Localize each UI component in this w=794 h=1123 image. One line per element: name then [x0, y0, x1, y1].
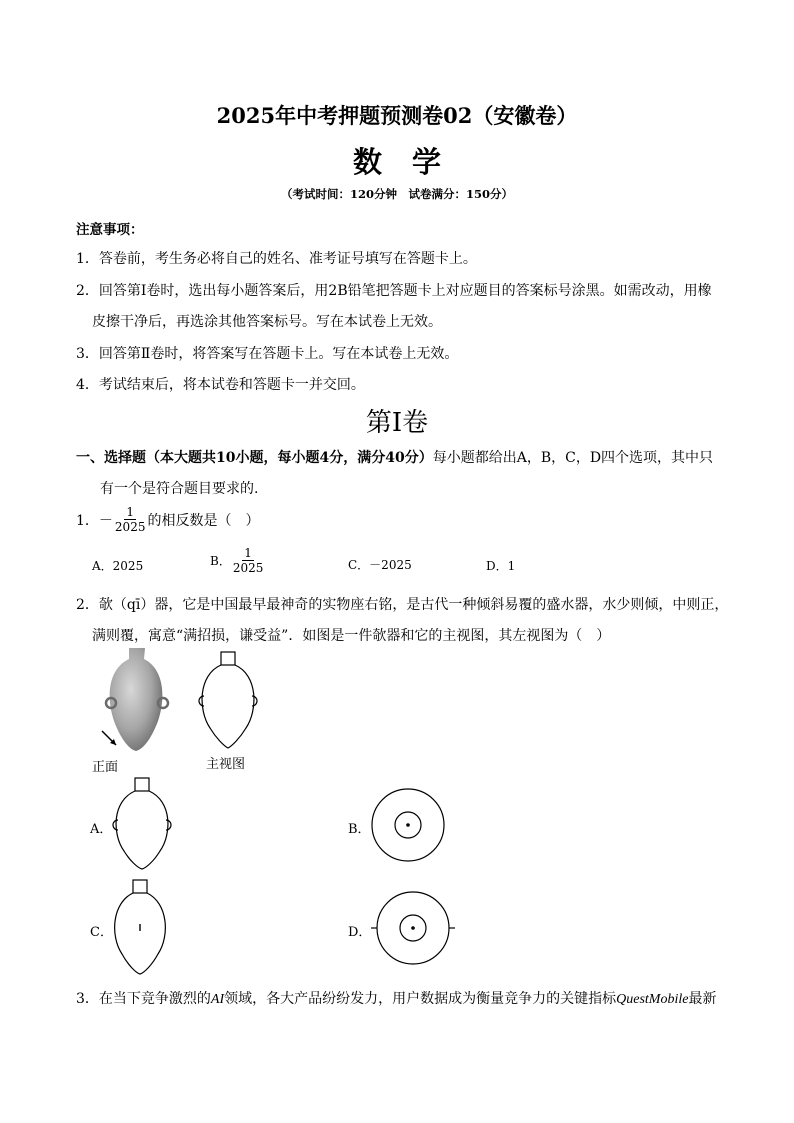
note-item: 2．回答第Ⅰ卷时，选出每小题答案后，用2B铅笔把答题卡上对应题目的答案标号涂黑。如需改动，用橡 — [76, 283, 712, 299]
q1-sign: － — [98, 512, 113, 529]
q3-brand: QuestMobile — [616, 992, 689, 1007]
q1-fraction — [115, 505, 146, 534]
note-item: 皮擦干净后，再选涂其他答案标号。写在本试卷上无效。 — [92, 314, 442, 330]
q2-option-c-label: C． — [90, 925, 113, 940]
q2-option-d-label: D． — [348, 925, 372, 940]
q1-text: 的相反数是（ ） — [147, 512, 260, 529]
note-item: 3．回答第Ⅱ卷时，将答案写在答题卡上。写在本试卷上无效。 — [76, 346, 459, 362]
q1-option-b-fraction — [233, 546, 264, 575]
q1-option-b-label: B． — [210, 554, 231, 568]
q1-option-b-denominator: 2025 — [232, 561, 264, 575]
section-heading — [76, 447, 713, 467]
q2-option-b-drawing — [368, 788, 448, 868]
part-title: 第Ⅰ卷 — [365, 408, 429, 438]
vessel-photo-label: 正面 — [92, 760, 119, 775]
q1-option-c: C．－2025 — [348, 558, 412, 572]
main-view-label: 主视图 — [206, 757, 246, 772]
q1-number: 1． — [76, 512, 99, 529]
q2-line2: 满则覆，寓意“满招损，谦受益”．如图是一件欹器和它的主视图，其左视图为（ ） — [92, 628, 611, 644]
q1-option-b-numerator: 1 — [244, 546, 252, 560]
note-item: 1．答卷前，考生务必将自己的姓名、准考证号填写在答题卡上。 — [76, 251, 477, 267]
q1-fraction-denominator: 2025 — [114, 520, 146, 534]
q3-ai: AI — [210, 992, 225, 1007]
question-1 — [76, 505, 259, 534]
q2-line1: 2．欹（qī）器，它是中国最早最神奇的实物座右铭，是古代一种倾斜易覆的盛水器，水少则倾，中则正， — [76, 597, 729, 613]
q1-option-a: A．2025 — [92, 559, 144, 573]
q3-part3: 最新 — [688, 991, 717, 1007]
notes-heading: 注意事项： — [76, 222, 144, 238]
q3-part2: 领域，各大产品纷纷发力，用户数据成为衡量竞争力的关键指标 — [224, 991, 617, 1007]
exam-title: 2025年中考押题预测卷02（安徽卷） — [216, 103, 578, 128]
question-3 — [76, 988, 716, 1008]
q2-option-b-label: B． — [348, 822, 371, 837]
section-rest: 每小题都给出A，B，C，D四个选项，其中只 — [432, 450, 714, 466]
q2-option-d-drawing — [368, 890, 458, 970]
vessel-photo — [92, 645, 182, 755]
q2-option-c-drawing — [108, 878, 178, 978]
q2-option-a-label: A． — [90, 822, 113, 837]
section-label: 一、选择题（本大题共10小题，每小题4分，满分40分） — [76, 450, 433, 466]
main-view-drawing — [196, 650, 266, 750]
note-item: 4．考试结束后，将本试卷和答题卡一并交回。 — [76, 377, 365, 393]
exam-time-info: （考试时间：120分钟 试卷满分：150分） — [280, 187, 513, 201]
section-line2: 有一个是符合题目要求的. — [100, 481, 259, 497]
q1-option-d: D．1 — [486, 559, 516, 573]
q3-part1: 3．在当下竞争激烈的 — [76, 991, 211, 1007]
q1-option-b — [210, 546, 265, 575]
q2-option-a-drawing — [110, 776, 180, 871]
subject-title: 数学 — [352, 145, 471, 179]
q1-fraction-numerator: 1 — [126, 505, 135, 519]
